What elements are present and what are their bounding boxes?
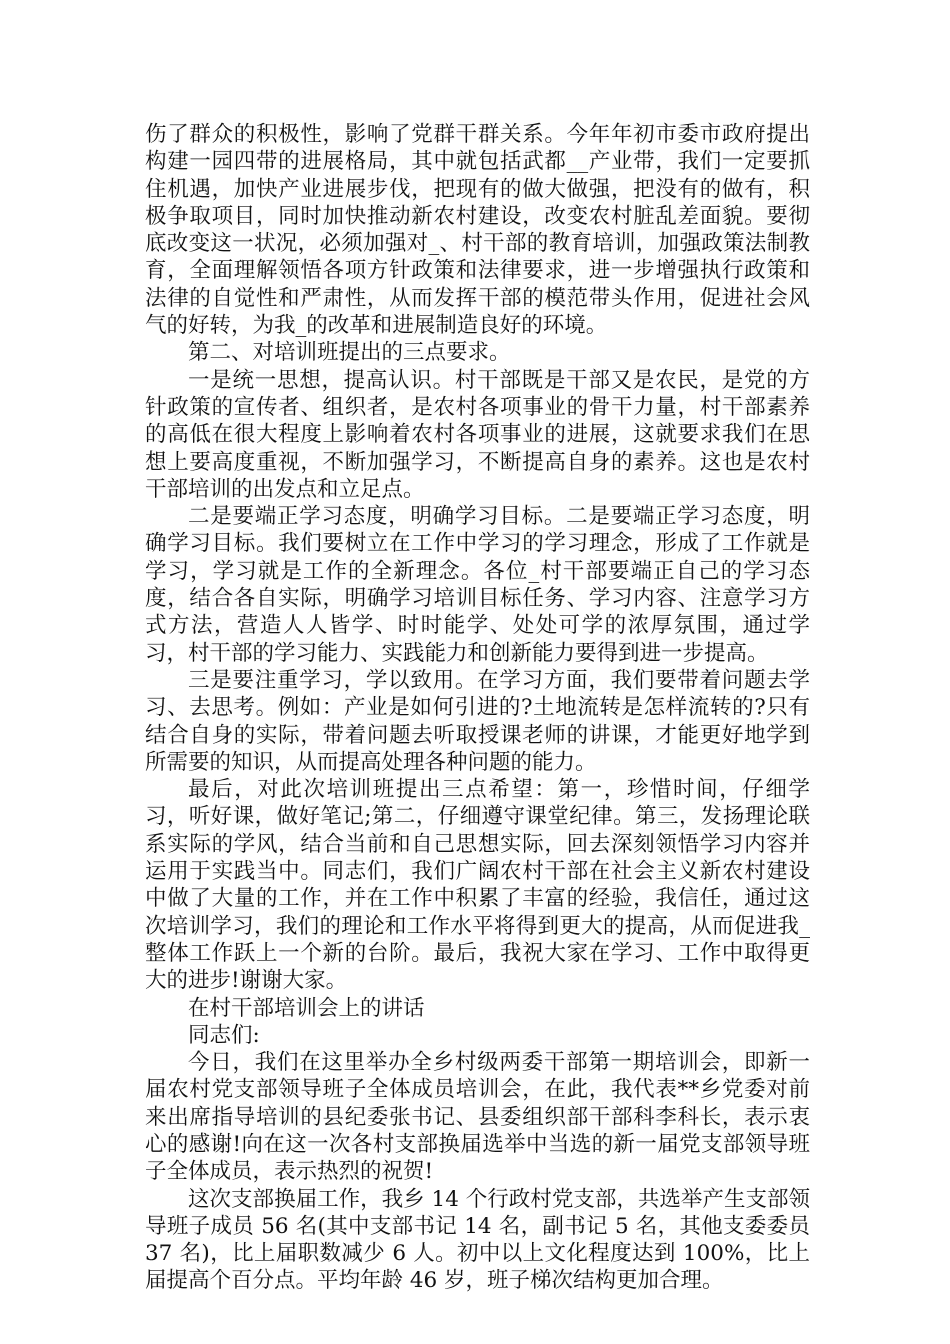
document-page: [145, 121, 810, 1295]
paragraph-continuation: 伤了群众的积极性，影响了党群干群关系。今年年初市委市政府提出构建一园四带的进展格局，其中就包括武都__产业带，我们一定要抓住机遇，加快产业进展步伐，把现有的做大做强，把没有的做有，积极争取项目，同时加快推动新农村建设，改变农村脏乱差面貌。要彻底改变这一状况，必须加强对_、村干部的教育培训，加强政策法制教育，全面理解领悟各项方针政策和法律要求，进一步增强执行政策和法律的自觉性和严肃性，从而发挥干部的模范带头作用，促进社会风气的好转，为我_的改革和进展制造良好的环境。: [145, 122, 810, 339]
section-heading-requirements: 第二、对培训班提出的三点要求。: [188, 340, 511, 366]
paragraph-apply-learning: 三是要注重学习，学以致用。在学习方面，我们要带着问题去学习、去思考。例如：产业是如何引进的?土地流转是怎样流转的?只有结合自身的实际，带着问题去听取授课老师的讲课，才能更好地学到所需要的知识，从而提高处理各种问题的能力。: [145, 667, 810, 775]
speech-title: 在村干部培训会上的讲话: [188, 995, 425, 1021]
speech-salutation: 同志们:: [188, 1022, 260, 1048]
paragraph-learning-attitude: 二是要端正学习态度，明确学习目标。二是要端正学习态度，明确学习目标。我们要树立在工作中学习的学习理念，形成了工作就是学习，学习就是工作的全新理念。各位_村干部要端正自己的学习态度，结合各自实际，明确学习培训目标任务、学习内容、注意学习方式方法，营造人人皆学、时时能学、处处可学的浓厚氛围，通过学习，村干部的学习能力、实践能力和创新能力要得到进一步提高。: [145, 504, 810, 666]
paragraph-unify-thinking: 一是统一思想，提高认识。村干部既是干部又是农民，是党的方针政策的宣传者、组织者，是农村各项事业的骨干力量，村干部素养的高低在很大程度上影响着农村各项事业的进展，这就要求我们在思想上要高度重视，不断加强学习，不断提高自身的素养。这也是农村干部培训的出发点和立足点。: [145, 367, 810, 502]
paragraph-election-results: 这次支部换届工作，我乡 14 个行政村党支部，共选举产生支部领导班子成员 56 名(其中支部书记 14 名，副书记 5 名，其他支委委员 37 名)，比上届职数减少 6 人。初中以上文化程度达到 100%，比上届提高个百分点。平均年龄 46 岁，班子梯次结构更加合理。: [145, 1186, 810, 1294]
paragraph-opening: 今日，我们在这里举办全乡村级两委干部第一期培训会，即新一届农村党支部领导班子全体成员培训会，在此，我代表**乡党委对前来出席指导培训的县纪委张书记、县委组织部干部科李科长，表示衷心的感谢!向在这一次各村支部换届选举中当选的新一届党支部领导班子全体成员，表示热烈的祝贺!: [145, 1050, 810, 1185]
paragraph-closing-hopes: 最后，对此次培训班提出三点希望：第一，珍惜时间，仔细学习，听好课，做好笔记;第二，仔细遵守课堂纪律。第三，发扬理论联系实际的学风，结合当前和自己思想实际，回去深刻领悟学习内容并运用于实践当中。同志们，我们广阔农村干部在社会主义新农村建设中做了大量的工作，并在工作中积累了丰富的经验，我信任，通过这次培训学习，我们的理论和工作水平将得到更大的提高，从而促进我_整体工作跃上一个新的台阶。最后，我祝大家在学习、工作中取得更大的进步!谢谢大家。: [145, 777, 810, 994]
